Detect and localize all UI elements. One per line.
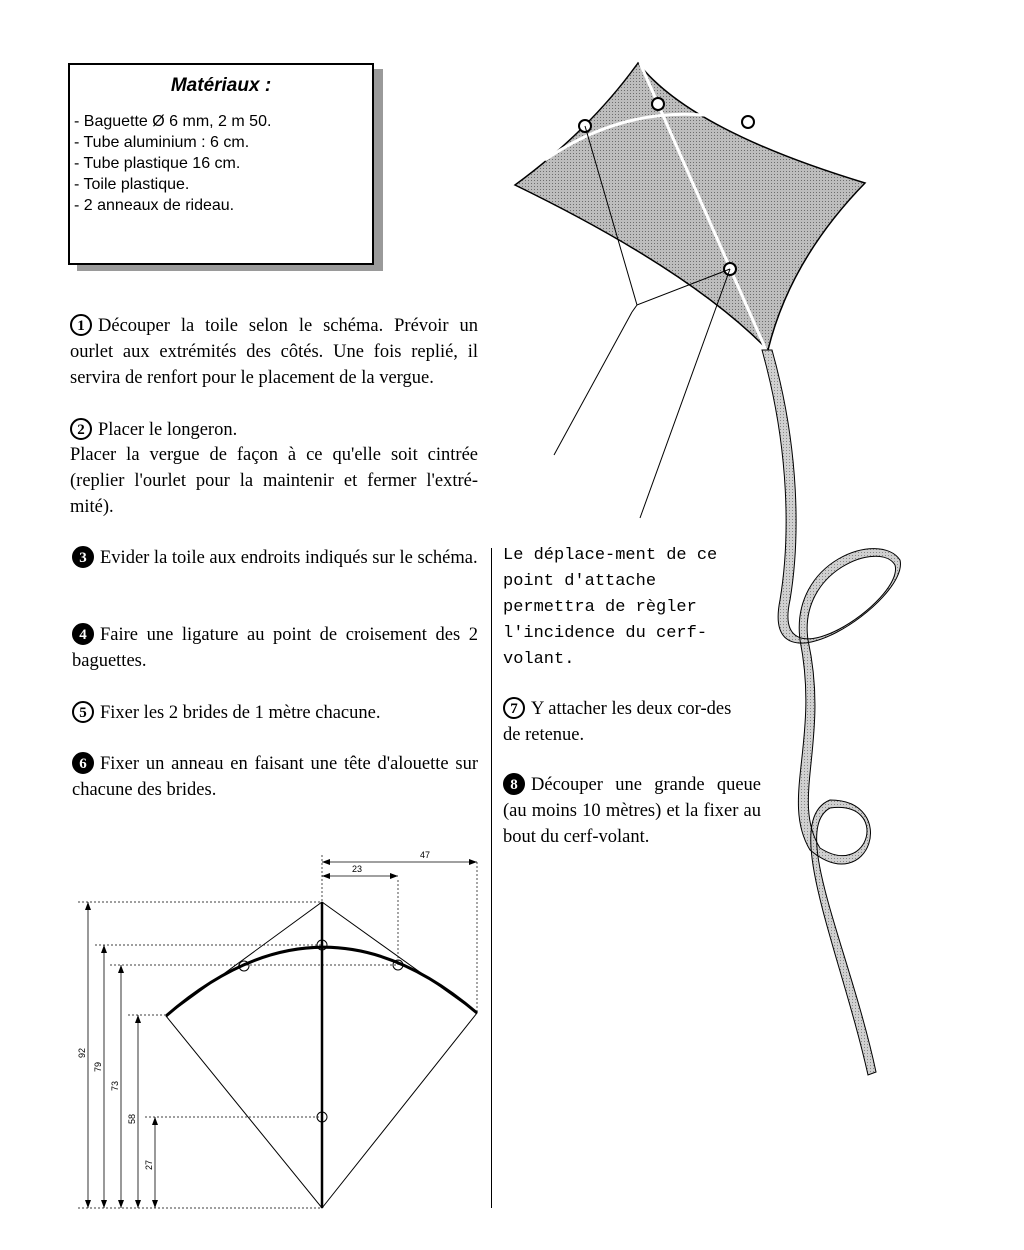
- joint-top: [652, 98, 664, 110]
- step-7: [503, 696, 753, 748]
- step-text: Y attacher les deux cor-des de retenue.: [503, 699, 732, 745]
- step-text: Evider la toile aux endroits indiqués sur le schéma.: [100, 548, 478, 568]
- schematic-ring-right: [393, 960, 403, 970]
- dim-left-73: 73: [110, 1080, 120, 1091]
- dim-top-47: 47: [420, 850, 431, 860]
- step-5: [72, 700, 478, 726]
- materials-item: - Baguette Ø 6 mm, 2 m 50.: [74, 113, 272, 130]
- step-4: [72, 622, 478, 674]
- step-number: 7: [503, 697, 525, 719]
- attach-point-note: [503, 543, 733, 673]
- step-text: Placer le longeron.: [98, 420, 238, 440]
- schematic-joint: [317, 940, 327, 950]
- dim-top-23: 23: [352, 864, 363, 874]
- step-number: 1: [70, 314, 92, 336]
- ring-left: [579, 120, 591, 132]
- kite-tail: [762, 350, 900, 1075]
- retaining-line-2: [640, 269, 730, 518]
- step-6: [72, 751, 478, 803]
- step-3: [72, 545, 478, 571]
- step-2-continued: [70, 442, 478, 520]
- step-number: 6: [72, 752, 94, 774]
- step-text: Découper la toile selon le schéma. Prévoir un ourlet aux extrémités des côtés. Une fois replié, il servira de renfort pour le placement de la vergue.: [70, 316, 478, 388]
- step-text: Faire une ligature au point de croisement des 2 baguettes.: [72, 625, 478, 671]
- materials-title: Matériaux :: [170, 75, 272, 96]
- materials-item: - Tube plastique 16 cm.: [74, 155, 241, 172]
- kite-outline: [166, 902, 477, 1208]
- kite-spar: [545, 114, 800, 160]
- step-1: [70, 313, 478, 391]
- step-number: 5: [72, 701, 94, 723]
- step-text: Fixer les 2 brides de 1 mètre chacune.: [100, 703, 381, 723]
- dim-left-79: 79: [93, 1061, 103, 1072]
- schematic-spar: [166, 947, 477, 1016]
- bridle-line: [632, 305, 637, 312]
- kite-spine: [640, 63, 766, 350]
- kite-sail: [515, 63, 865, 350]
- materials-item: - Tube aluminium : 6 cm.: [74, 134, 250, 151]
- dim-left-27: 27: [144, 1159, 154, 1170]
- materials-item: - 2 anneaux de rideau.: [74, 197, 235, 214]
- step-text: Fixer un anneau en faisant une tête d'alouette sur chacune des brides.: [72, 754, 478, 800]
- step-number: 4: [72, 623, 94, 645]
- joint-bottom: [724, 263, 736, 275]
- materials-list: [70, 111, 372, 216]
- dim-left-92: 92: [77, 1047, 87, 1058]
- materials-item: - Toile plastique.: [74, 176, 190, 193]
- note-text: Le déplace-ment de ce point d'attache permettra de règler l'incidence du cerf-volant.: [503, 546, 718, 669]
- step-number: 3: [72, 546, 94, 568]
- step-number: 2: [70, 418, 92, 440]
- materials-box: [68, 63, 374, 265]
- step-2: [70, 417, 478, 443]
- dim-left-58: 58: [127, 1113, 137, 1124]
- ring-right: [742, 116, 754, 128]
- step-8: [503, 772, 761, 850]
- column-divider: [491, 548, 492, 1208]
- step-text: Placer la vergue de façon à ce qu'elle soit cintrée (replier l'ourlet pour la maintenir et fermer l'extré-mité).: [70, 445, 478, 517]
- schematic-attach: [317, 1112, 327, 1122]
- step-text: Découper une grande queue (au moins 10 mètres) et la fixer au bout du cerf-volant.: [503, 775, 761, 847]
- bridle: [585, 126, 730, 305]
- retaining-line-1: [554, 312, 632, 455]
- schematic-ring-left: [239, 961, 249, 971]
- step-number: 8: [503, 773, 525, 795]
